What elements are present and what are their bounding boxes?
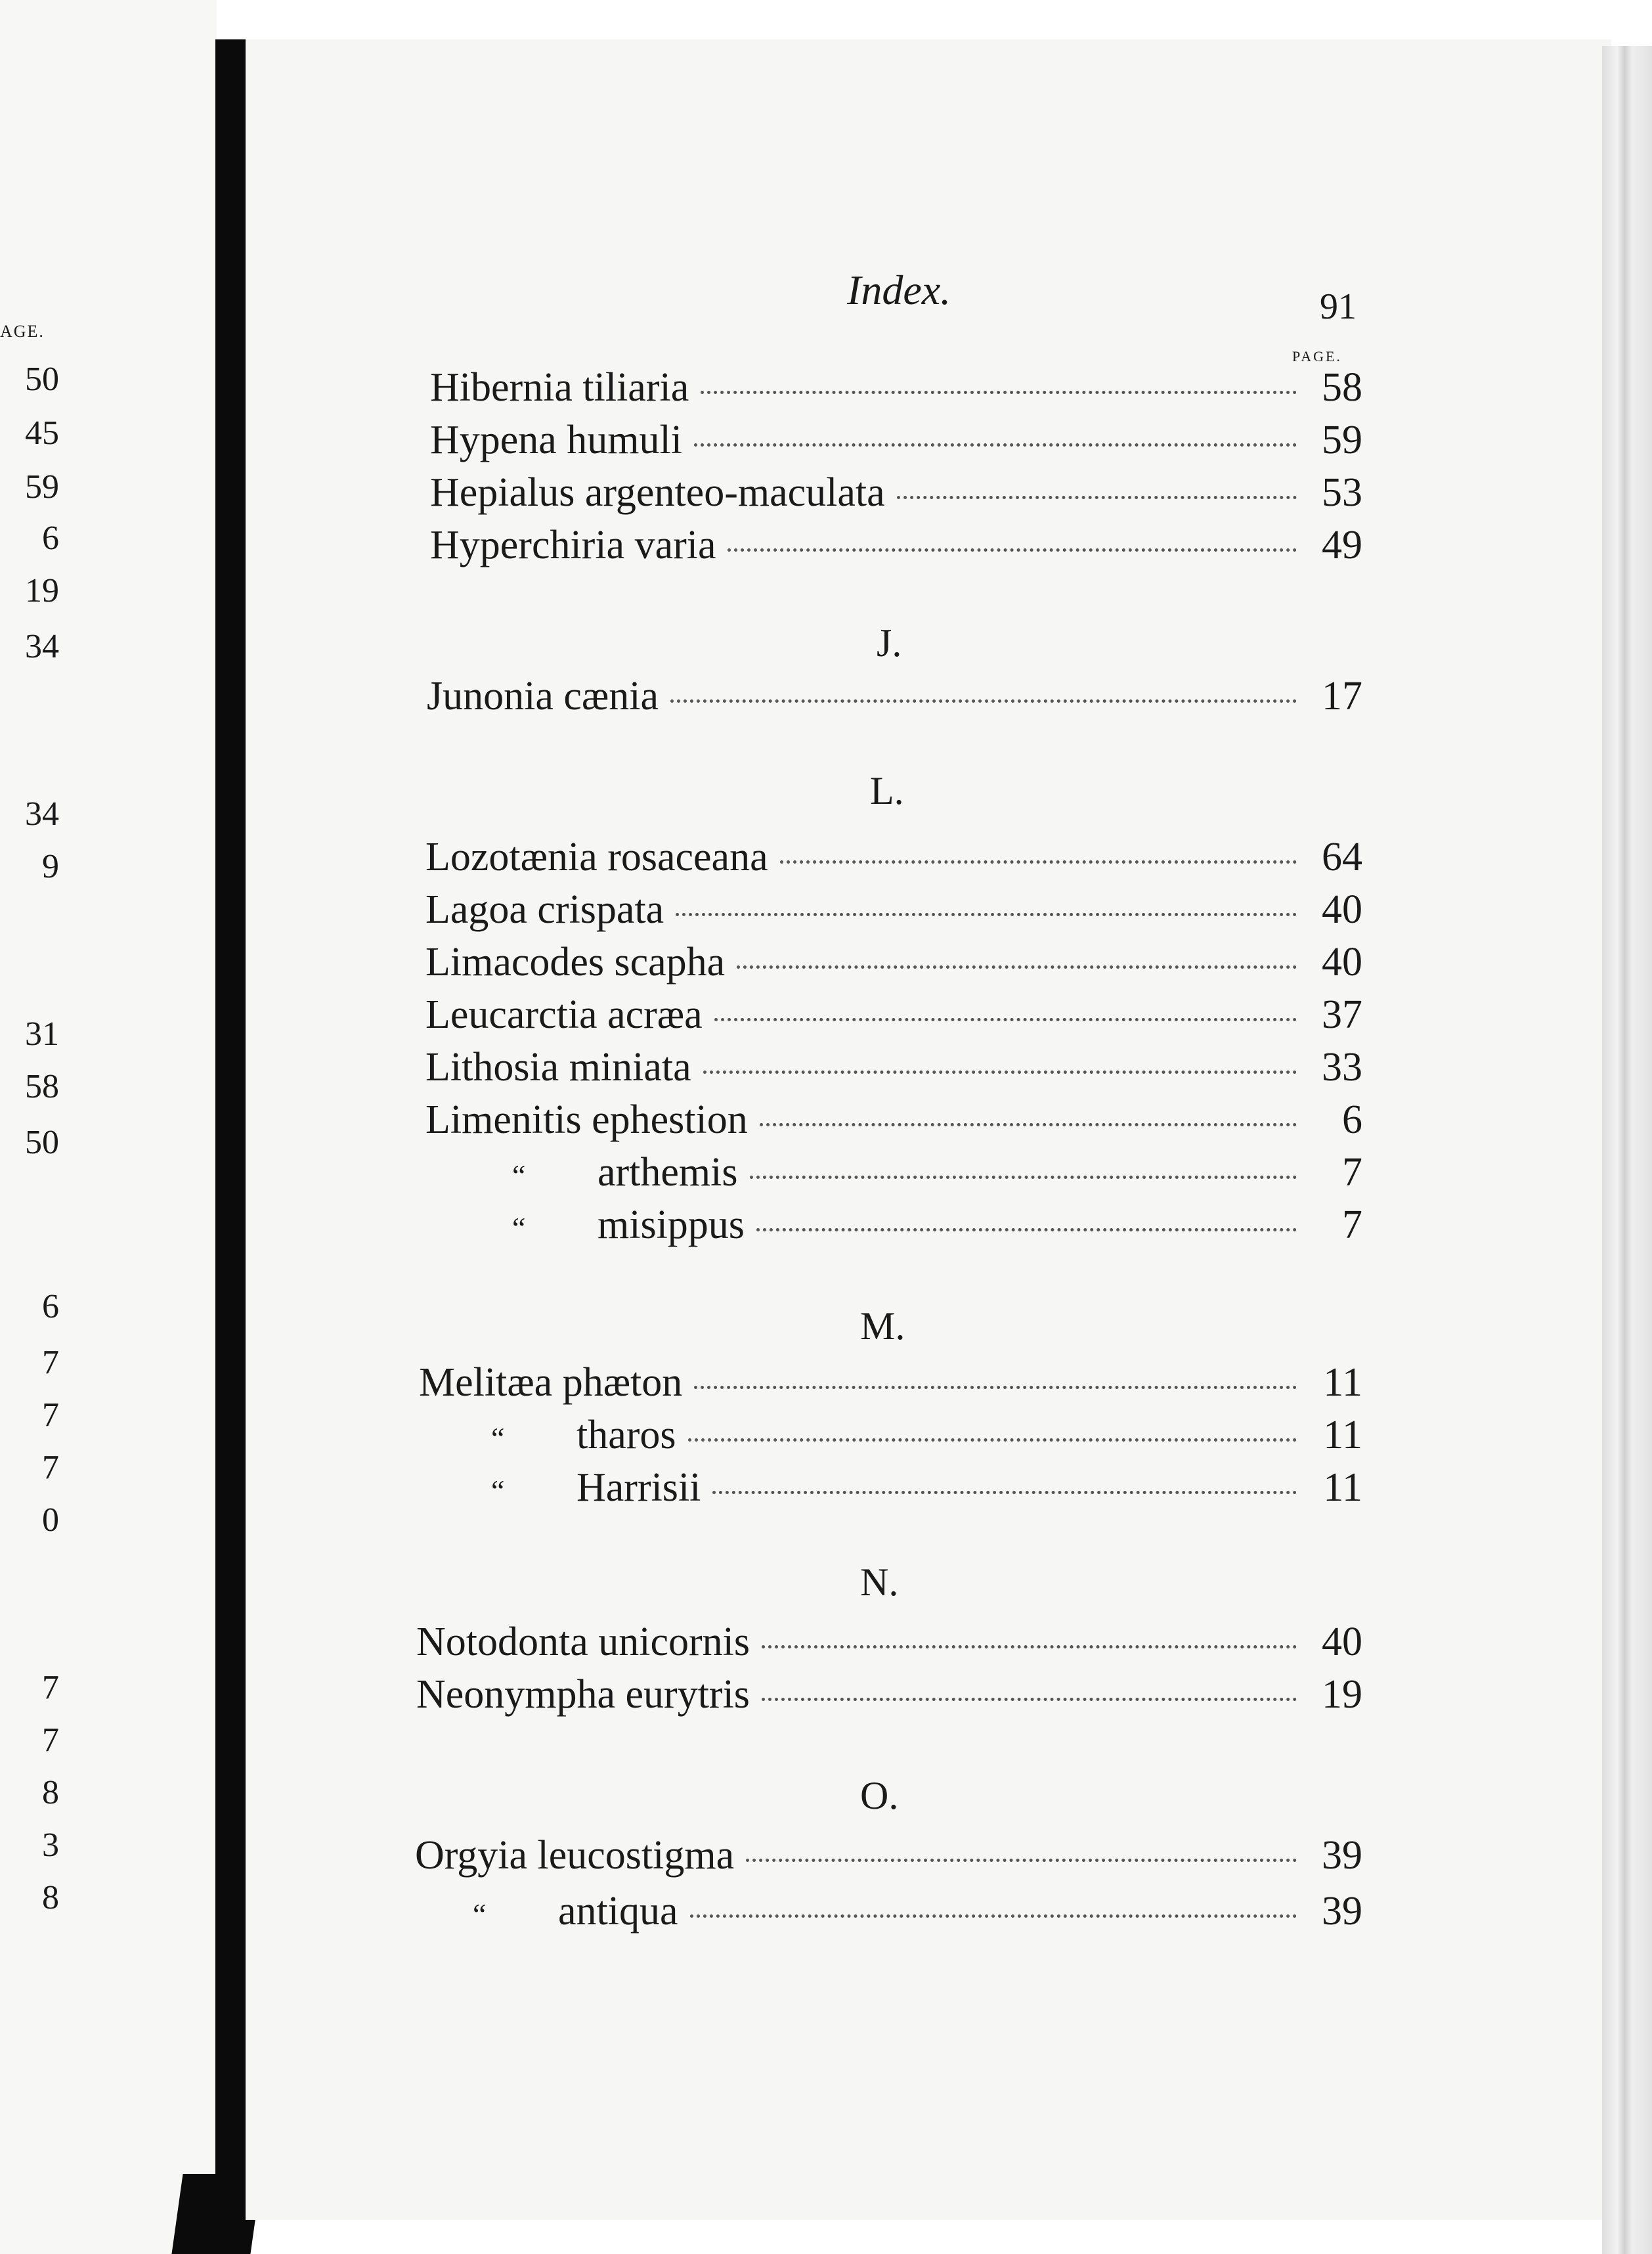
page-number: 91 [1320,286,1357,327]
dot-leader [897,496,1297,499]
entry-name: Melitæa phæton [419,1360,683,1405]
index-entry [425,992,1362,1038]
index-entry [491,1465,1362,1511]
facing-page-number: 34 [25,795,59,833]
index-entry [425,834,1362,880]
facing-page-number: 9 [42,848,59,885]
dot-leader [694,443,1297,447]
entry-name: Limenitis ephestion [425,1097,748,1142]
index-entry [415,1832,1362,1878]
entry-page: 33 [1322,1045,1362,1090]
section-letter: L. [870,769,904,812]
facing-page-number: 6 [42,1288,59,1325]
dot-leader [750,1176,1297,1179]
entry-page: 17 [1322,674,1362,718]
index-entry [425,939,1362,985]
entry-name: Lagoa crispata [425,887,664,932]
facing-page-number: 7 [42,1396,59,1434]
entry-name: Orgyia leucostigma [415,1833,735,1878]
page-column-label: PAGE. [1292,348,1342,365]
dot-leader [780,860,1297,864]
ditto-mark: “ [512,1159,526,1192]
dot-leader [762,1698,1297,1701]
entry-page: 6 [1342,1097,1362,1142]
index-entry [430,470,1362,516]
dot-leader [756,1228,1297,1231]
index-entry [425,1097,1362,1143]
dot-leader [688,1438,1297,1442]
facing-page-number: 8 [42,1879,59,1916]
entry-name: Lithosia miniata [425,1045,691,1090]
facing-page-number: 7 [42,1721,59,1759]
dot-leader [762,1645,1297,1648]
entry-page: 49 [1322,523,1362,567]
section-letter: N. [860,1560,899,1604]
section-letter: M. [860,1304,905,1348]
entry-name: Harrisii [576,1465,701,1510]
dot-leader [712,1491,1297,1494]
dot-leader [690,1914,1297,1918]
entry-page: 40 [1322,1620,1362,1664]
index-entry [416,1671,1362,1717]
facing-page-number: 0 [42,1501,59,1539]
entry-page: 19 [1322,1672,1362,1717]
entry-page: 7 [1342,1150,1362,1195]
entry-page: 64 [1322,835,1362,879]
index-entry [430,522,1362,568]
index-entry [425,1044,1362,1090]
entry-name: Neonympha eurytris [416,1672,750,1717]
section-letter: O. [860,1774,899,1817]
book-spine [215,39,246,2200]
ditto-mark: “ [491,1421,505,1455]
ditto-mark: “ [473,1897,487,1931]
index-entry [512,1202,1362,1248]
facing-page-number: 34 [25,628,59,665]
entry-page: 39 [1322,1833,1362,1878]
entry-name: arthemis [598,1150,738,1195]
facing-page-number: 31 [25,1015,59,1053]
entry-page: 58 [1322,365,1362,410]
dot-leader [728,548,1297,552]
dot-leader [703,1071,1297,1074]
facing-page-number: 8 [42,1774,59,1811]
facing-page-number: 7 [42,1669,59,1706]
dot-leader [714,1018,1297,1021]
entry-name: Hepialus argenteo-maculata [430,470,885,515]
section-letter: J. [877,621,902,665]
entry-name: Hyperchiria varia [430,523,716,567]
dot-leader [701,391,1297,394]
facing-page-number: 50 [25,1124,59,1161]
dot-leader [760,1123,1297,1126]
entry-page: 37 [1322,992,1362,1037]
entry-page: 59 [1322,418,1362,462]
entry-name: Notodonta unicornis [416,1620,750,1664]
facing-page-number: 58 [25,1068,59,1105]
entry-page: 53 [1322,470,1362,515]
index-entry [430,365,1362,410]
dot-leader [676,913,1297,916]
entry-page: 40 [1322,940,1362,984]
facing-page-number: 3 [42,1826,59,1864]
entry-page: 7 [1342,1203,1362,1247]
entry-name: Leucarctia acræa [425,992,703,1037]
entry-page: 11 [1323,1413,1362,1457]
entry-page: 11 [1323,1465,1362,1510]
ditto-mark: “ [512,1211,526,1245]
index-entry [491,1412,1362,1458]
entry-page: 40 [1322,887,1362,932]
index-entry [427,673,1362,719]
entry-name: tharos [576,1413,676,1457]
dot-leader [737,965,1297,969]
entry-name: Hypena humuli [430,418,682,462]
entry-name: Limacodes scapha [425,940,726,984]
index-entry [419,1359,1362,1405]
facing-page-number: 6 [42,519,59,557]
entry-name: antiqua [558,1889,678,1934]
index-entry [425,887,1362,933]
facing-page [0,0,217,2254]
index-entry [416,1619,1362,1665]
dot-leader [670,699,1297,703]
ditto-mark: “ [491,1474,505,1507]
entry-page: 39 [1322,1889,1362,1934]
entry-page: 11 [1323,1360,1362,1405]
facing-page-number: 19 [25,572,59,609]
entry-name: Lozotænia rosaceana [425,835,768,879]
page-edges [1602,46,1652,2254]
index-entry [473,1888,1362,1934]
entry-name: Hibernia tiliaria [430,365,689,410]
facing-page-number: 59 [25,468,59,506]
facing-page-number: 7 [42,1344,59,1381]
facing-page-number: 50 [25,361,59,398]
dot-leader [746,1859,1297,1862]
entry-name: misippus [598,1203,745,1247]
entry-name: Junonia cænia [427,674,659,718]
facing-page-number: 7 [42,1449,59,1486]
running-head: Index. [847,267,951,313]
index-entry [430,417,1362,463]
facing-page-number: 45 [25,414,59,452]
index-entry [512,1149,1362,1195]
facing-page-label: AGE. [0,322,45,341]
dot-leader [694,1386,1297,1389]
